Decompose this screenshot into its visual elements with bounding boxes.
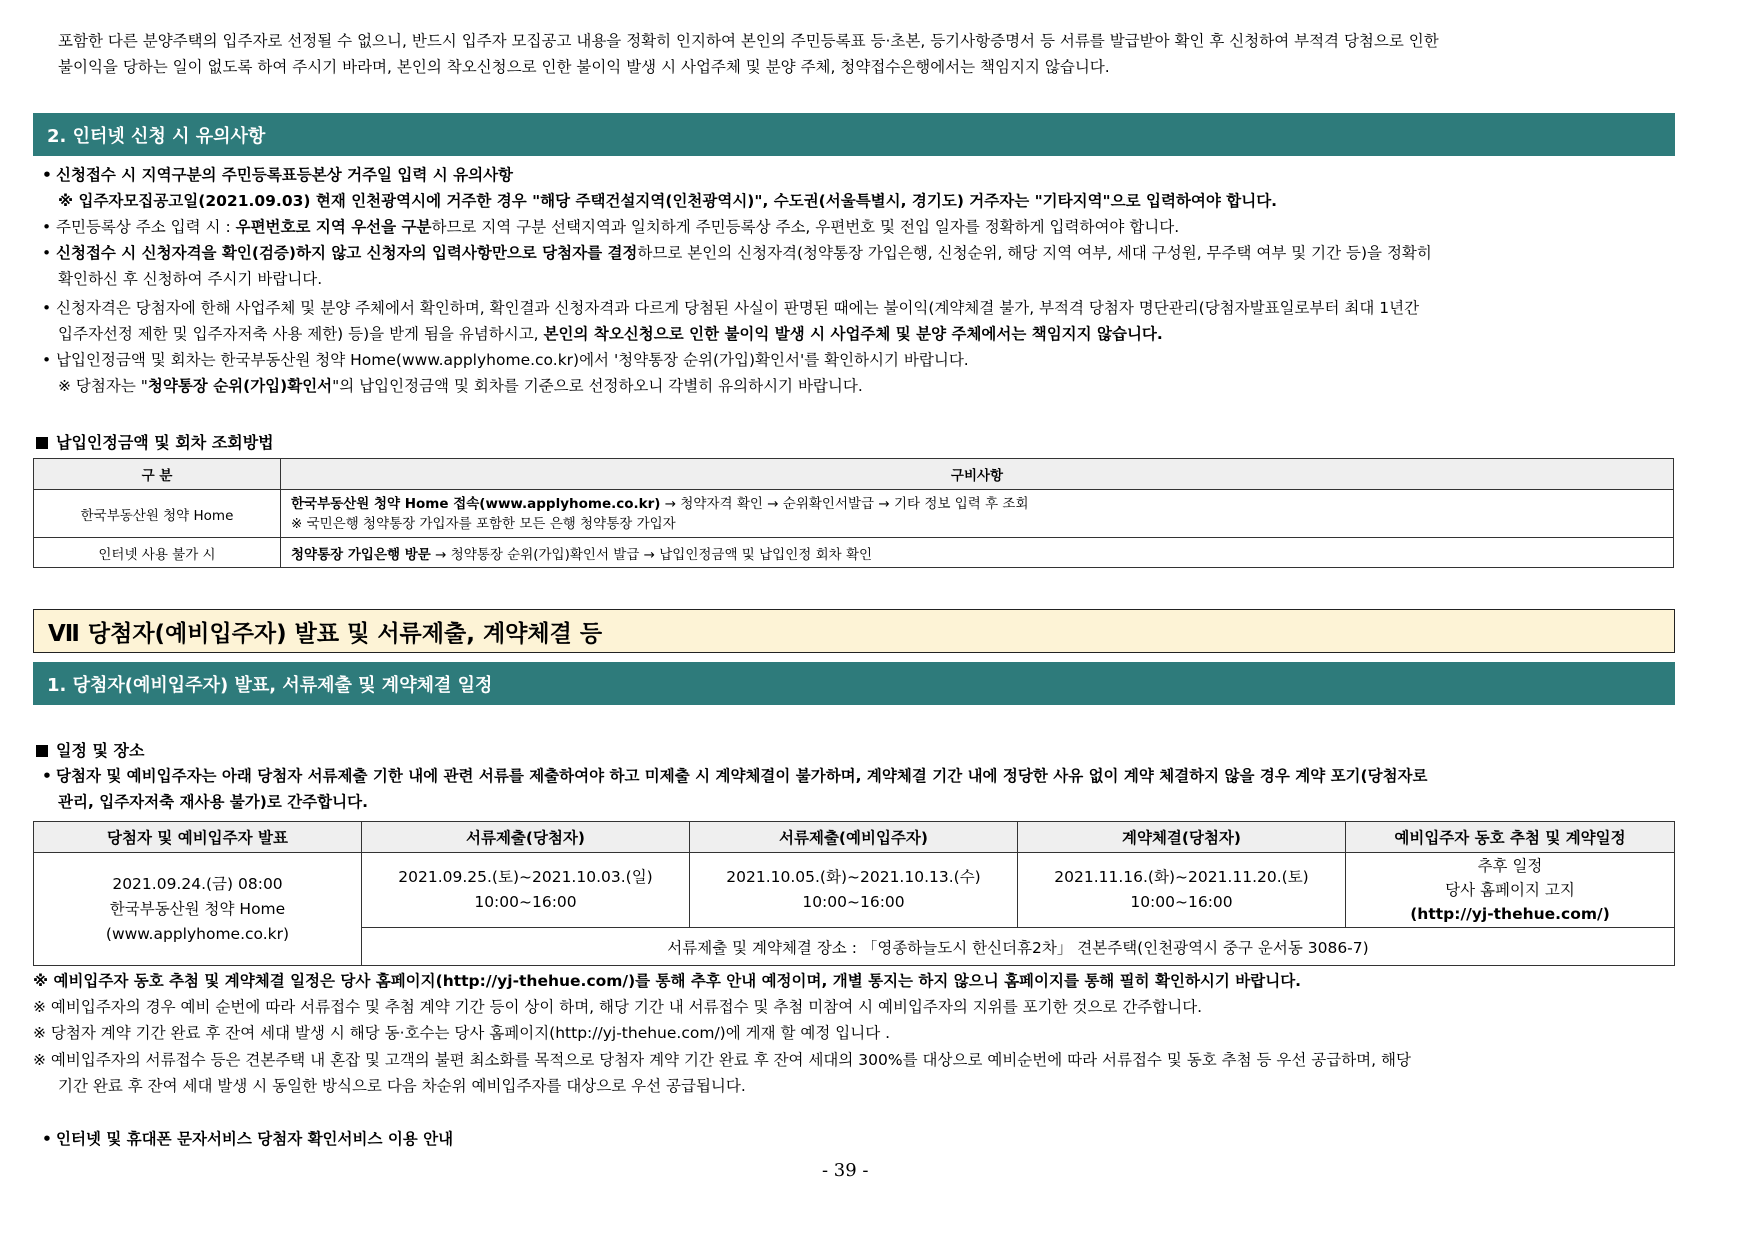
lookup-header-requirements: 구비사항 [281,459,1674,490]
schedule-header-docs-reserve: 서류제출(예비입주자) [690,822,1018,853]
square-bullet-icon [36,437,48,449]
intro-line-1: 포함한 다른 분양주택의 입주자로 선정될 수 없으니, 반드시 입주자 모집공고 내용을 정확히 인지하여 본인의 주민등록표 등·초본, 등기사항증명서 등 서류를 발급받아 확인 후 신청하여 부적격 당첨으로 인한 [58,32,1439,50]
schedule-bullet-cont: 관리, 입주자저축 재사용 불가)로 간주합니다. [58,793,368,811]
bullet-eligibility-check: • 신청접수 시 신청자격을 확인(검증)하지 않고 신청자의 입력사항만으로 당첨자를 결정하므로 본인의 신청자격(청약통장 가입은행, 신청순위, 해당 지역 여부, 세대 구성원, 무주택 여부 및 기간 등)을 정확히 [42,244,1432,262]
note-payment-certificate: ※ 당첨자는 "청약통장 순위(가입)확인서"의 납입인정금액 및 회차를 기준으로 선정하오니 각별히 유의하시기 바랍니다. [58,377,863,395]
section-2-title: 2. 인터넷 신청 시 유의사항 [47,125,266,147]
section-7-1-header [33,662,1675,705]
bullet-payment-amount: • 납입인정금액 및 회차는 한국부동산원 청약 Home(www.applyhome.co.kr)에서 '청약통장 순위(가입)확인서'를 확인하시기 바랍니다. [42,351,969,369]
bullet-eligibility-disadvantage: • 신청자격은 당첨자에 한해 사업주체 및 분양 주체에서 확인하며, 확인결과 신청자격과 다르게 당첨된 사실이 판명된 때에는 불이익(계약체결 불가, 부적격 당첨자 명단관리(당첨자발표일로부터 최대 1년간 [42,299,1420,317]
lookup-table [33,458,1674,568]
schedule-docs-winner-cell: 2021.09.25.(토)~2021.10.03.(일) 10:00~16:00 [362,853,690,928]
schedule-header-docs-winner: 서류제출(당첨자) [362,822,690,853]
section-7-1-title: 1. 당첨자(예비입주자) 발표, 서류제출 및 계약체결 일정 [47,674,493,696]
bullet-eligibility-disadvantage-cont: 입주자선정 제한 및 입주자저축 사용 제한) 등)을 받게 됨을 유념하시고, 본인의 착오신청으로 인한 불이익 발생 시 사업주체 및 분양 주체에서는 책임지지 않습니다. [58,325,1163,343]
schedule-table [33,821,1675,966]
note-reserve-order: ※ 예비입주자의 경우 예비 순번에 따라 서류접수 및 추첨 계약 기간 등이 상이 하며, 해당 기간 내 서류접수 및 추첨 미참여 시 예비입주자의 지위를 포기한 것으로 간주합니다. [33,998,1203,1016]
note-reserve-docs-cont: 기간 완료 후 잔여 세대 발생 시 동일한 방식으로 다음 차순위 예비입주자를 대상으로 우선 공급됩니다. [58,1077,746,1095]
bullet-eligibility-check-cont: 확인하신 후 신청하여 주시기 바랍니다. [58,270,323,288]
lookup-row1-content: 한국부동산원 청약 Home 접속(www.applyhome.co.kr) → 청약자격 확인 → 순위확인서발급 → 기타 정보 입력 후 조회 ※ 국민은행 청약통장 가입자를 포함한 모든 은행 청약통장 가입자 [281,490,1674,538]
square-bullet-icon [36,745,48,757]
note-reserve-lottery: ※ 예비입주자 동호 추첨 및 계약체결 일정은 당사 홈페이지(http://yj-thehue.com/)를 통해 추후 안내 예정이며, 개별 통지는 하지 않으니 홈페이지를 통해 필히 확인하시기 바랍니다. [33,972,1302,990]
schedule-header-reserve-lottery: 예비입주자 동호 추첨 및 계약일정 [1346,822,1675,853]
page-number: - 39 - [822,1160,869,1181]
schedule-bullet: • 당첨자 및 예비입주자는 아래 당첨자 서류제출 기한 내에 관련 서류를 제출하여야 하고 미제출 시 계약체결이 불가하며, 계약체결 기간 내에 정당한 사유 없이 계약 체결하지 않을 경우 계약 포기(당첨자로 [42,767,1428,785]
schedule-reserve-lottery-cell: 추후 일정 당사 홈페이지 고지 (http://yj-thehue.com/) [1346,853,1675,928]
note-residence-region: ※ 입주자모집공고일(2021.09.03) 현재 인천광역시에 거주한 경우 "해당 주택건설지역(인천광역시)", 수도권(서울특별시, 경기도) 거주자는 "기타지역"으로 입력하여야 합니다. [58,192,1278,210]
schedule-docs-reserve-cell: 2021.10.05.(화)~2021.10.13.(수) 10:00~16:00 [690,853,1018,928]
lookup-row2-content: 청약통장 가입은행 방문 → 청약통장 순위(가입)확인서 발급 → 납입인정금액 및 납입인정 회차 확인 [281,538,1674,568]
schedule-title: 일정 및 장소 [36,738,144,761]
schedule-header-contract: 계약체결(당첨자) [1018,822,1346,853]
chapter-7-header [33,609,1675,653]
section-2-header [33,113,1675,156]
schedule-header-announce: 당첨자 및 예비입주자 발표 [34,822,362,853]
chapter-7-title: Ⅶ 당첨자(예비입주자) 발표 및 서류제출, 계약체결 등 [48,620,603,647]
schedule-contract-cell: 2021.11.16.(화)~2021.11.20.(토) 10:00~16:00 [1018,853,1346,928]
lookup-title: 납입인정금액 및 회차 조회방법 [36,430,274,453]
schedule-announce-cell: 2021.09.24.(금) 08:00 한국부동산원 청약 Home (www.applyhome.co.kr) [34,853,362,966]
schedule-place-cell: 서류제출 및 계약체결 장소 : 「영종하늘도시 한신더휴2차」 견본주택(인천광역시 중구 운서동 3086-7) [362,928,1675,966]
bullet-residence-input: • 신청접수 시 지역구분의 주민등록표등본상 거주일 입력 시 유의사항 [42,166,514,184]
note-reserve-docs: ※ 예비입주자의 서류접수 등은 견본주택 내 혼잡 및 고객의 불편 최소화를 목적으로 당첨자 계약 기간 완료 후 잔여 세대의 300%를 대상으로 예비순번에 따라 서류접수 및 동호 추첨 등 우선 공급하며, 해당 [33,1051,1411,1069]
bullet-address-input: • 주민등록상 주소 입력 시 : 우편번호로 지역 우선을 구분하므로 지역 구분 선택지역과 일치하게 주민등록상 주소, 우편번호 및 전입 일자를 정확하게 입력하여야 합니다. [42,218,1180,236]
lookup-header-category: 구 분 [34,459,281,490]
lookup-row2-label: 인터넷 사용 불가 시 [34,538,281,568]
note-remaining-units: ※ 당첨자 계약 기간 완료 후 잔여 세대 발생 시 해당 동·호수는 당사 홈페이지(http://yj-thehue.com/)에 게재 할 예정 입니다 . [33,1024,891,1042]
intro-line-2: 불이익을 당하는 일이 없도록 하여 주시기 바라며, 본인의 착오신청으로 인한 불이익 발생 시 사업주체 및 분양 주체, 청약접수은행에서는 책임지지 않습니다. [58,58,1110,76]
bullet-winner-check-service: • 인터넷 및 휴대폰 문자서비스 당첨자 확인서비스 이용 안내 [42,1130,454,1148]
lookup-row1-label: 한국부동산원 청약 Home [34,490,281,538]
